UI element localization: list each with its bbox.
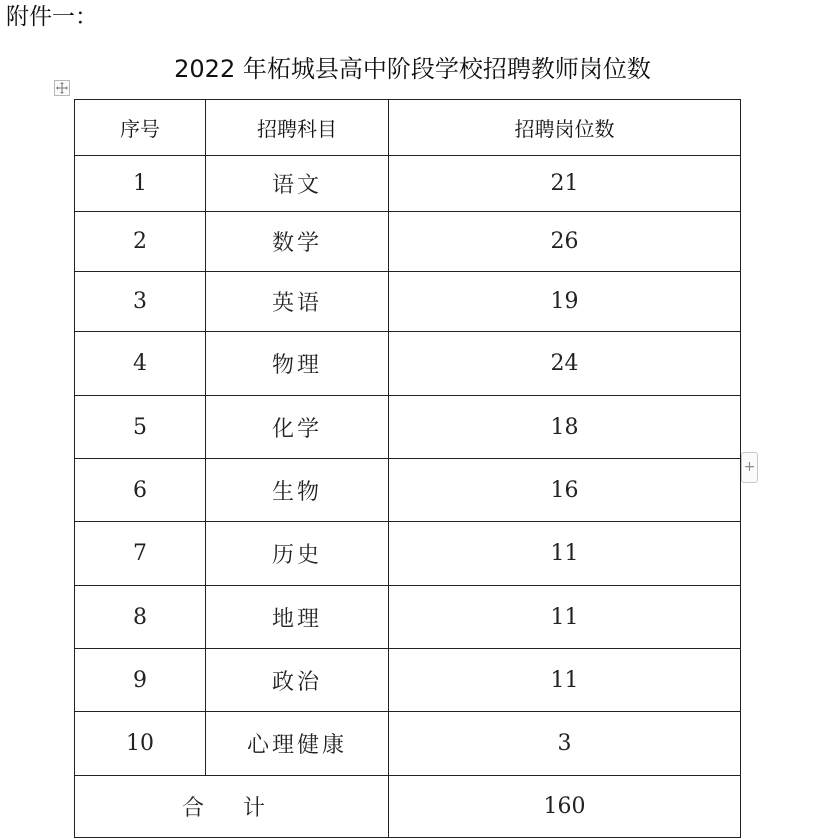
row-number: 1 — [75, 156, 206, 212]
row-number: 2 — [75, 212, 206, 272]
row-subject: 政治 — [206, 649, 389, 712]
row-subject: 英语 — [206, 272, 389, 332]
attachment-label: 附件一： — [6, 4, 98, 30]
move-arrows-icon — [55, 81, 69, 95]
row-number: 5 — [75, 396, 206, 459]
plus-icon: + — [743, 459, 756, 475]
row-subject: 语文 — [206, 156, 389, 212]
total-count: 160 — [389, 776, 741, 838]
table-row — [75, 459, 741, 522]
row-number: 8 — [75, 586, 206, 649]
row-count: 16 — [389, 459, 741, 522]
row-subject: 心理健康 — [206, 712, 389, 776]
row-count: 19 — [389, 272, 741, 332]
row-count: 18 — [389, 396, 741, 459]
table-row — [75, 522, 741, 586]
table-header-row — [75, 100, 741, 156]
row-number: 9 — [75, 649, 206, 712]
row-count: 11 — [389, 522, 741, 586]
row-subject: 化学 — [206, 396, 389, 459]
row-count: 11 — [389, 586, 741, 649]
row-count: 26 — [389, 212, 741, 272]
table-row — [75, 212, 741, 272]
row-subject: 数学 — [206, 212, 389, 272]
header-cell-subject: 招聘科目 — [206, 100, 389, 156]
table-row — [75, 272, 741, 332]
total-label: 合 计 — [75, 776, 389, 838]
row-subject: 历史 — [206, 522, 389, 586]
header-cell-count: 招聘岗位数 — [389, 100, 741, 156]
recruitment-table — [74, 99, 741, 838]
page-title: 2022 年柘城县高中阶段学校招聘教师岗位数 — [174, 55, 651, 83]
row-subject: 物理 — [206, 332, 389, 396]
header-cell-no: 序号 — [75, 100, 206, 156]
add-column-button[interactable] — [741, 452, 758, 483]
row-number: 6 — [75, 459, 206, 522]
table-total-row — [75, 776, 741, 838]
row-count: 24 — [389, 332, 741, 396]
row-number: 3 — [75, 272, 206, 332]
table-row — [75, 332, 741, 396]
row-count: 11 — [389, 649, 741, 712]
table-row — [75, 586, 741, 649]
row-count: 21 — [389, 156, 741, 212]
table-row — [75, 649, 741, 712]
row-number: 7 — [75, 522, 206, 586]
row-number: 10 — [75, 712, 206, 776]
table-row — [75, 156, 741, 212]
row-subject: 生物 — [206, 459, 389, 522]
table-move-handle[interactable] — [54, 80, 70, 96]
row-subject: 地理 — [206, 586, 389, 649]
table-row — [75, 712, 741, 776]
row-count: 3 — [389, 712, 741, 776]
table-row — [75, 396, 741, 459]
row-number: 4 — [75, 332, 206, 396]
